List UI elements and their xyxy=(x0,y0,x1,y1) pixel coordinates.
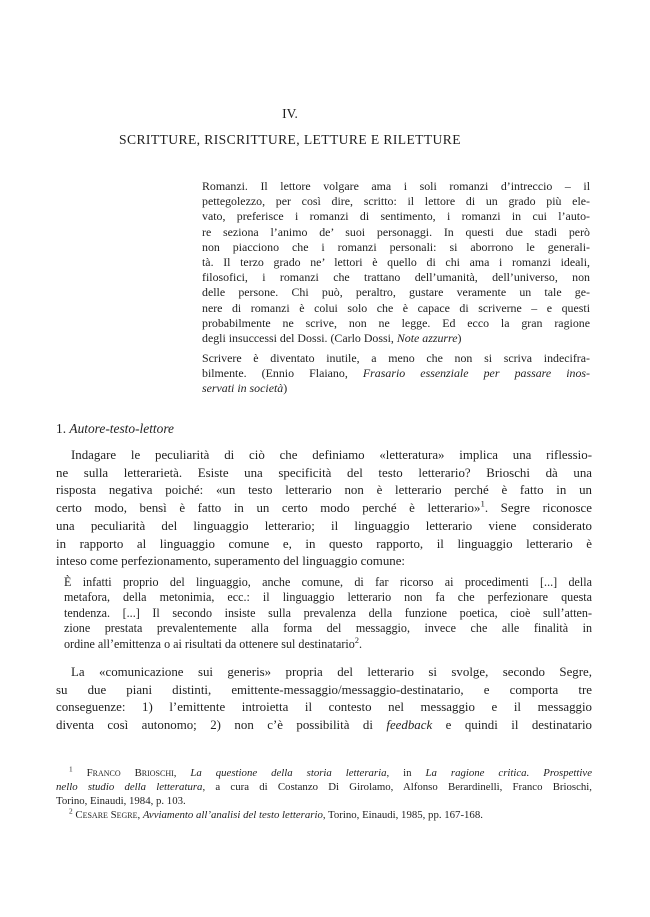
text-line: tà. Il terzo grado ne’ lettori è quello di chi ama i romanzi ideali, xyxy=(202,255,590,270)
text-line: La «comunicazione sui generis» propria del letterario si svolge, secondo Segre, xyxy=(71,665,592,679)
text-line: diventa così autonomo; 2) non c’è possibilità di feedback e quindi il destinatario xyxy=(56,718,592,733)
paragraph-autore-testo-lettore xyxy=(56,447,592,571)
text-line: È infatti proprio del linguaggio, anche comune, di far ricorso ai procedimenti [...] della xyxy=(64,575,592,589)
text-line: nello studio della letteratura, a cura di Costanzo Di Girolamo, Alfonso Berardinelli, Franco Brioschi, xyxy=(56,781,592,793)
section-heading xyxy=(56,421,592,437)
text-line: nere di romanzi è colui solo che è capace di scriverne – e questi xyxy=(202,300,590,315)
text-line: bilmente. (Ennio Flaiano, Frasario essenziale per passare inos- xyxy=(202,366,591,381)
text-line: probabilmente ne scrive, non ne legge. Ed ecco la gran ragione xyxy=(202,315,590,330)
text-line: metafora, della metonimia, ecc.: il linguaggio letterario non fa che perfezionare questa xyxy=(64,590,592,605)
chapter-title: SCRITTURE, RISCRITTURE, LETTURE E RILETTURE xyxy=(119,132,461,147)
text-line: Romanzi. Il lettore volgare ama i soli romanzi d’intreccio – il xyxy=(202,179,590,193)
text-line: Scrivere è diventato inutile, a meno che non si scriva indecifra- xyxy=(202,351,590,365)
text-line: conseguenze: 1) l’emittente introietta il contesto nel messaggio e il messaggio xyxy=(56,700,592,715)
text-line: ordine all’emittenza o ai risultati da ottenere sul destinatario$^2$. xyxy=(64,635,362,651)
text-line: zione prestata prevalentemente alla forma del messaggio, invece che alle finalità in xyxy=(64,621,592,636)
footnote-2 xyxy=(56,808,592,822)
epigraph-flaiano xyxy=(202,351,590,397)
text-line: 1. Autore-testo-lettore xyxy=(56,421,175,436)
text-line: delle persone. Chi può, peraltro, gustare veramente un tale ge- xyxy=(202,285,590,300)
text-line: $^2$ Cesare Segre, Avviamento all’analisi del testo letterario, Torino, Einaudi, 1985, pp. 167-168. xyxy=(69,806,483,821)
text-line: degli insuccessi del Dossi. (Carlo Dossi, Note azzurre) xyxy=(202,331,462,346)
text-line: inteso come perfezionamento, superamento del linguaggio comune: xyxy=(56,554,406,569)
text-line: in rapporto al linguaggio comune e, in questo rapporto, il linguaggio letterario è xyxy=(56,536,592,551)
text-line: una peculiarità del linguaggio letterario; il linguaggio letterario viene considerato xyxy=(56,518,592,533)
text-line: Torino, Einaudi, 1984, p. 103. xyxy=(56,795,186,807)
text-line: non piacciono che i romanzi personali: si aborrono le generali- xyxy=(202,239,590,254)
text-line: risposta negativa poiché: «un testo letterario non è letterario perché è fatto in un xyxy=(56,483,592,498)
text-line: servati in società) xyxy=(202,381,288,396)
text-line: ne sulla letterarietà. Esiste una specificità del testo letterario? Brioschi dà una xyxy=(56,465,592,480)
text-line: vato, preferisce i romanzi di sentimento, i romanzi in cui l’auto- xyxy=(202,209,590,224)
chapter-number: IV. xyxy=(282,106,298,121)
paragraph-comunicazione-sui-generis xyxy=(56,664,592,735)
text-line: su due piani distinti, emittente-messaggio/messaggio-destinatario, e comporta tre xyxy=(56,682,592,697)
block-quote-segre xyxy=(64,575,592,652)
text-line: Indagare le peculiarità di ciò che definiamo «letteratura» implica una riflessio- xyxy=(71,448,592,462)
text-line: tendenza. [...] Il secondo insiste sulla prevalenza della funzione poetica, cioè sull’atten- xyxy=(64,605,592,620)
epigraph-dossi xyxy=(202,179,590,346)
footnote-1 xyxy=(56,766,592,808)
text-line: filosofici, i romanzi che trattano dell’umanità, dell’universo, non xyxy=(202,270,590,285)
text-line: $^1$ Franco Brioschi, La questione della storia letteraria, in La ragione critica. Prospettive xyxy=(69,764,592,779)
text-line: pettegolezzo, per così dire, scritto: il lettore di un grado più ele- xyxy=(202,194,590,209)
text-line: re seziona l’animo de’ suoi personaggi. In questi due stadi però xyxy=(202,224,590,239)
footnotes-area xyxy=(56,766,592,822)
text-line: certo modo, bensì è fatto in un certo modo perché è letterario»$^1$. Segre riconosce xyxy=(56,498,592,516)
